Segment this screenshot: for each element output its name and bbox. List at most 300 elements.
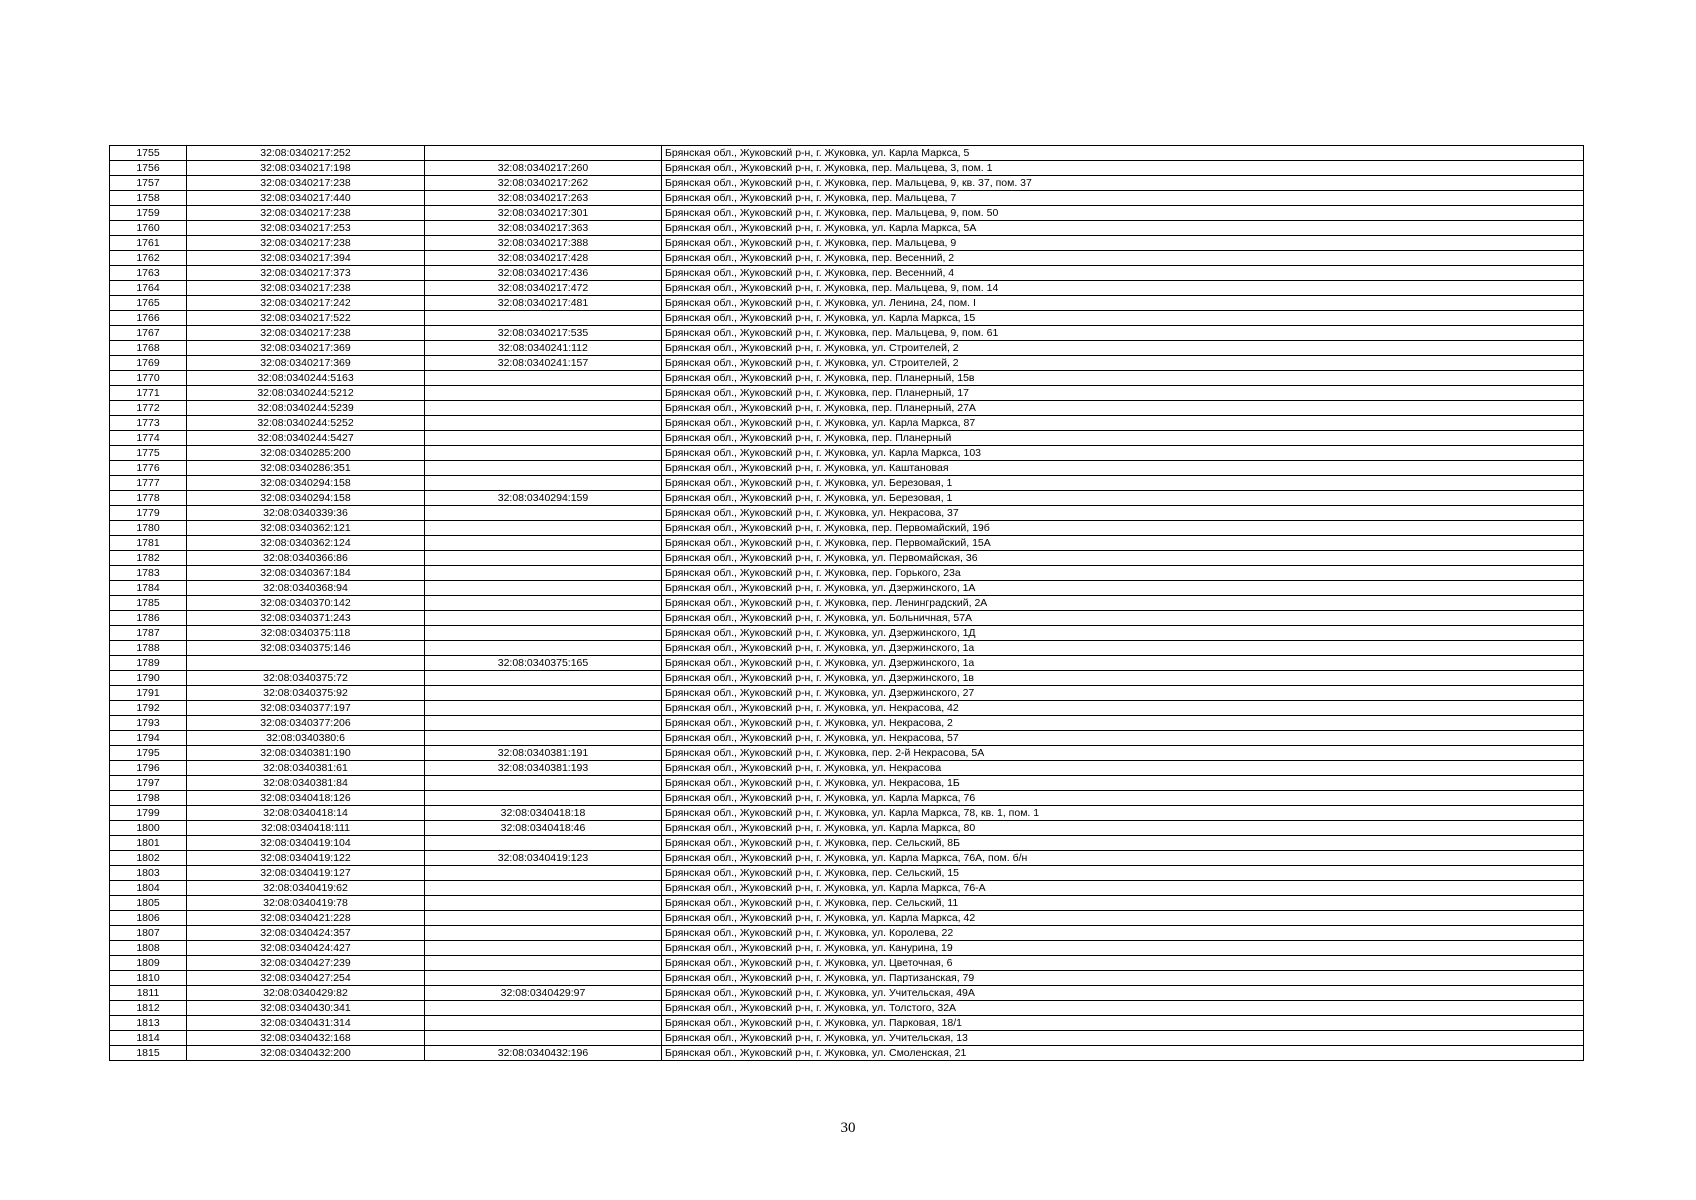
related-cadastral-number-cell: 32:08:0340217:388 bbox=[425, 236, 662, 251]
related-cadastral-number-cell bbox=[425, 641, 662, 656]
address-cell: Брянская обл., Жуковский р-н, г. Жуковка, ул. Больничная, 57А bbox=[662, 611, 1584, 626]
cadastral-number-cell: 32:08:0340381:84 bbox=[187, 776, 425, 791]
cadastral-number-cell: 32:08:0340244:5239 bbox=[187, 401, 425, 416]
address-cell: Брянская обл., Жуковский р-н, г. Жуковка, ул. Карла Маркса, 42 bbox=[662, 911, 1584, 926]
cadastral-number-cell: 32:08:0340367:184 bbox=[187, 566, 425, 581]
table-row bbox=[110, 386, 1584, 401]
table-row bbox=[110, 521, 1584, 536]
row-number-cell: 1813 bbox=[110, 1016, 187, 1031]
related-cadastral-number-cell bbox=[425, 596, 662, 611]
table-row bbox=[110, 371, 1584, 386]
table-row bbox=[110, 761, 1584, 776]
table-row bbox=[110, 356, 1584, 371]
table-row bbox=[110, 926, 1584, 941]
related-cadastral-number-cell bbox=[425, 941, 662, 956]
cadastral-number-cell: 32:08:0340370:142 bbox=[187, 596, 425, 611]
table-row bbox=[110, 326, 1584, 341]
address-cell: Брянская обл., Жуковский р-н, г. Жуковка, пер. Сельский, 8Б bbox=[662, 836, 1584, 851]
address-cell: Брянская обл., Жуковский р-н, г. Жуковка, ул. Некрасова, 37 bbox=[662, 506, 1584, 521]
cadastral-number-cell: 32:08:0340217:252 bbox=[187, 146, 425, 161]
address-cell: Брянская обл., Жуковский р-н, г. Жуковка, пер. Горького, 23а bbox=[662, 566, 1584, 581]
address-cell: Брянская обл., Жуковский р-н, г. Жуковка, пер. Сельский, 11 bbox=[662, 896, 1584, 911]
table-row bbox=[110, 401, 1584, 416]
table-row bbox=[110, 956, 1584, 971]
row-number-cell: 1794 bbox=[110, 731, 187, 746]
row-number-cell: 1785 bbox=[110, 596, 187, 611]
address-cell: Брянская обл., Жуковский р-н, г. Жуковка, ул. Партизанская, 79 bbox=[662, 971, 1584, 986]
row-number-cell: 1773 bbox=[110, 416, 187, 431]
row-number-cell: 1765 bbox=[110, 296, 187, 311]
row-number-cell: 1814 bbox=[110, 1031, 187, 1046]
cadastral-number-cell: 32:08:0340366:86 bbox=[187, 551, 425, 566]
table-row bbox=[110, 281, 1584, 296]
cadastral-number-cell: 32:08:0340432:200 bbox=[187, 1046, 425, 1061]
cadastral-number-cell: 32:08:0340424:357 bbox=[187, 926, 425, 941]
row-number-cell: 1760 bbox=[110, 221, 187, 236]
address-cell: Брянская обл., Жуковский р-н, г. Жуковка, ул. Некрасова, 42 bbox=[662, 701, 1584, 716]
cadastral-number-cell: 32:08:0340244:5212 bbox=[187, 386, 425, 401]
table-row bbox=[110, 746, 1584, 761]
address-cell: Брянская обл., Жуковский р-н, г. Жуковка, ул. Смоленская, 21 bbox=[662, 1046, 1584, 1061]
cadastral-number-cell: 32:08:0340294:158 bbox=[187, 491, 425, 506]
related-cadastral-number-cell: 32:08:0340217:263 bbox=[425, 191, 662, 206]
address-cell: Брянская обл., Жуковский р-н, г. Жуковка, ул. Дзержинского, 27 bbox=[662, 686, 1584, 701]
row-number-cell: 1775 bbox=[110, 446, 187, 461]
property-table-body bbox=[110, 146, 1584, 1061]
related-cadastral-number-cell: 32:08:0340381:193 bbox=[425, 761, 662, 776]
related-cadastral-number-cell: 32:08:0340294:159 bbox=[425, 491, 662, 506]
table-row bbox=[110, 206, 1584, 221]
cadastral-number-cell: 32:08:0340368:94 bbox=[187, 581, 425, 596]
cadastral-number-cell: 32:08:0340339:36 bbox=[187, 506, 425, 521]
row-number-cell: 1781 bbox=[110, 536, 187, 551]
address-cell: Брянская обл., Жуковский р-н, г. Жуковка, ул. Цветочная, 6 bbox=[662, 956, 1584, 971]
row-number-cell: 1767 bbox=[110, 326, 187, 341]
cadastral-number-cell: 32:08:0340427:254 bbox=[187, 971, 425, 986]
related-cadastral-number-cell: 32:08:0340241:157 bbox=[425, 356, 662, 371]
related-cadastral-number-cell bbox=[425, 731, 662, 746]
row-number-cell: 1797 bbox=[110, 776, 187, 791]
related-cadastral-number-cell: 32:08:0340375:165 bbox=[425, 656, 662, 671]
row-number-cell: 1770 bbox=[110, 371, 187, 386]
cadastral-number-cell: 32:08:0340419:62 bbox=[187, 881, 425, 896]
related-cadastral-number-cell: 32:08:0340432:196 bbox=[425, 1046, 662, 1061]
table-row bbox=[110, 251, 1584, 266]
table-row bbox=[110, 881, 1584, 896]
related-cadastral-number-cell bbox=[425, 791, 662, 806]
table-row bbox=[110, 626, 1584, 641]
cadastral-number-cell: 32:08:0340419:104 bbox=[187, 836, 425, 851]
row-number-cell: 1758 bbox=[110, 191, 187, 206]
cadastral-number-cell: 32:08:0340424:427 bbox=[187, 941, 425, 956]
row-number-cell: 1792 bbox=[110, 701, 187, 716]
address-cell: Брянская обл., Жуковский р-н, г. Жуковка, ул. Дзержинского, 1а bbox=[662, 656, 1584, 671]
row-number-cell: 1764 bbox=[110, 281, 187, 296]
cadastral-number-cell: 32:08:0340418:126 bbox=[187, 791, 425, 806]
row-number-cell: 1766 bbox=[110, 311, 187, 326]
row-number-cell: 1804 bbox=[110, 881, 187, 896]
related-cadastral-number-cell: 32:08:0340217:301 bbox=[425, 206, 662, 221]
address-cell: Брянская обл., Жуковский р-н, г. Жуковка, ул. Дзержинского, 1в bbox=[662, 671, 1584, 686]
related-cadastral-number-cell: 32:08:0340241:112 bbox=[425, 341, 662, 356]
related-cadastral-number-cell bbox=[425, 776, 662, 791]
row-number-cell: 1809 bbox=[110, 956, 187, 971]
cadastral-number-cell: 32:08:0340421:228 bbox=[187, 911, 425, 926]
row-number-cell: 1791 bbox=[110, 686, 187, 701]
cadastral-number-cell: 32:08:0340427:239 bbox=[187, 956, 425, 971]
cadastral-number-cell: 32:08:0340244:5252 bbox=[187, 416, 425, 431]
table-row bbox=[110, 341, 1584, 356]
address-cell: Брянская обл., Жуковский р-н, г. Жуковка, ул. Карла Маркса, 80 bbox=[662, 821, 1584, 836]
row-number-cell: 1757 bbox=[110, 176, 187, 191]
address-cell: Брянская обл., Жуковский р-н, г. Жуковка, ул. Парковая, 18/1 bbox=[662, 1016, 1584, 1031]
row-number-cell: 1772 bbox=[110, 401, 187, 416]
row-number-cell: 1762 bbox=[110, 251, 187, 266]
table-row bbox=[110, 941, 1584, 956]
related-cadastral-number-cell: 32:08:0340217:472 bbox=[425, 281, 662, 296]
related-cadastral-number-cell bbox=[425, 926, 662, 941]
cadastral-number-cell: 32:08:0340217:440 bbox=[187, 191, 425, 206]
row-number-cell: 1807 bbox=[110, 926, 187, 941]
row-number-cell: 1790 bbox=[110, 671, 187, 686]
table-row bbox=[110, 416, 1584, 431]
row-number-cell: 1759 bbox=[110, 206, 187, 221]
address-cell: Брянская обл., Жуковский р-н, г. Жуковка, ул. Карла Маркса, 78, кв. 1, пом. 1 bbox=[662, 806, 1584, 821]
related-cadastral-number-cell bbox=[425, 956, 662, 971]
related-cadastral-number-cell bbox=[425, 371, 662, 386]
cadastral-number-cell: 32:08:0340285:200 bbox=[187, 446, 425, 461]
row-number-cell: 1798 bbox=[110, 791, 187, 806]
row-number-cell: 1782 bbox=[110, 551, 187, 566]
related-cadastral-number-cell bbox=[425, 386, 662, 401]
cadastral-number-cell: 32:08:0340362:124 bbox=[187, 536, 425, 551]
row-number-cell: 1771 bbox=[110, 386, 187, 401]
row-number-cell: 1787 bbox=[110, 626, 187, 641]
table-row bbox=[110, 311, 1584, 326]
address-cell: Брянская обл., Жуковский р-н, г. Жуковка, ул. Первомайская, 36 bbox=[662, 551, 1584, 566]
row-number-cell: 1812 bbox=[110, 1001, 187, 1016]
address-cell: Брянская обл., Жуковский р-н, г. Жуковка, ул. Строителей, 2 bbox=[662, 341, 1584, 356]
address-cell: Брянская обл., Жуковский р-н, г. Жуковка, ул. Канурина, 19 bbox=[662, 941, 1584, 956]
row-number-cell: 1788 bbox=[110, 641, 187, 656]
address-cell: Брянская обл., Жуковский р-н, г. Жуковка, ул. Некрасова, 2 bbox=[662, 716, 1584, 731]
cadastral-number-cell: 32:08:0340418:111 bbox=[187, 821, 425, 836]
address-cell: Брянская обл., Жуковский р-н, г. Жуковка, ул. Ленина, 24, пом. I bbox=[662, 296, 1584, 311]
address-cell: Брянская обл., Жуковский р-н, г. Жуковка, пер. Мальцева, 9, пом. 61 bbox=[662, 326, 1584, 341]
cadastral-number-cell: 32:08:0340375:146 bbox=[187, 641, 425, 656]
related-cadastral-number-cell: 32:08:0340217:481 bbox=[425, 296, 662, 311]
table-row bbox=[110, 611, 1584, 626]
address-cell: Брянская обл., Жуковский р-н, г. Жуковка, ул. Каштановая bbox=[662, 461, 1584, 476]
table-row bbox=[110, 851, 1584, 866]
address-cell: Брянская обл., Жуковский р-н, г. Жуковка, пер. Мальцева, 9 bbox=[662, 236, 1584, 251]
address-cell: Брянская обл., Жуковский р-н, г. Жуковка, ул. Березовая, 1 bbox=[662, 476, 1584, 491]
table-row bbox=[110, 596, 1584, 611]
address-cell: Брянская обл., Жуковский р-н, г. Жуковка, пер. 2-й Некрасова, 5А bbox=[662, 746, 1584, 761]
address-cell: Брянская обл., Жуковский р-н, г. Жуковка, ул. Некрасова bbox=[662, 761, 1584, 776]
related-cadastral-number-cell bbox=[425, 146, 662, 161]
table-row bbox=[110, 266, 1584, 281]
row-number-cell: 1801 bbox=[110, 836, 187, 851]
table-row bbox=[110, 986, 1584, 1001]
cadastral-number-cell: 32:08:0340217:369 bbox=[187, 341, 425, 356]
address-cell: Брянская обл., Жуковский р-н, г. Жуковка, пер. Планерный, 15в bbox=[662, 371, 1584, 386]
table-row bbox=[110, 1046, 1584, 1061]
table-row bbox=[110, 296, 1584, 311]
row-number-cell: 1784 bbox=[110, 581, 187, 596]
related-cadastral-number-cell bbox=[425, 626, 662, 641]
table-row bbox=[110, 191, 1584, 206]
address-cell: Брянская обл., Жуковский р-н, г. Жуковка, ул. Карла Маркса, 76А, пом. б/н bbox=[662, 851, 1584, 866]
address-cell: Брянская обл., Жуковский р-н, г. Жуковка, пер. Первомайский, 19б bbox=[662, 521, 1584, 536]
row-number-cell: 1811 bbox=[110, 986, 187, 1001]
cadastral-number-cell: 32:08:0340217:238 bbox=[187, 176, 425, 191]
address-cell: Брянская обл., Жуковский р-н, г. Жуковка, ул. Карла Маркса, 5 bbox=[662, 146, 1584, 161]
table-row bbox=[110, 176, 1584, 191]
row-number-cell: 1799 bbox=[110, 806, 187, 821]
table-row bbox=[110, 236, 1584, 251]
related-cadastral-number-cell bbox=[425, 671, 662, 686]
row-number-cell: 1786 bbox=[110, 611, 187, 626]
row-number-cell: 1808 bbox=[110, 941, 187, 956]
related-cadastral-number-cell bbox=[425, 611, 662, 626]
cadastral-number-cell: 32:08:0340217:238 bbox=[187, 326, 425, 341]
table-row bbox=[110, 791, 1584, 806]
address-cell: Брянская обл., Жуковский р-н, г. Жуковка, ул. Учительская, 13 bbox=[662, 1031, 1584, 1046]
cadastral-number-cell: 32:08:0340362:121 bbox=[187, 521, 425, 536]
related-cadastral-number-cell: 32:08:0340217:260 bbox=[425, 161, 662, 176]
related-cadastral-number-cell: 32:08:0340419:123 bbox=[425, 851, 662, 866]
address-cell: Брянская обл., Жуковский р-н, г. Жуковка, пер. Мальцева, 3, пом. 1 bbox=[662, 161, 1584, 176]
table-row bbox=[110, 221, 1584, 236]
cadastral-number-cell: 32:08:0340217:242 bbox=[187, 296, 425, 311]
address-cell: Брянская обл., Жуковский р-н, г. Жуковка, пер. Мальцева, 9, кв. 37, пом. 37 bbox=[662, 176, 1584, 191]
related-cadastral-number-cell bbox=[425, 866, 662, 881]
row-number-cell: 1756 bbox=[110, 161, 187, 176]
cadastral-number-cell: 32:08:0340419:127 bbox=[187, 866, 425, 881]
address-cell: Брянская обл., Жуковский р-н, г. Жуковка, пер. Сельский, 15 bbox=[662, 866, 1584, 881]
related-cadastral-number-cell: 32:08:0340381:191 bbox=[425, 746, 662, 761]
row-number-cell: 1780 bbox=[110, 521, 187, 536]
cadastral-number-cell: 32:08:0340217:198 bbox=[187, 161, 425, 176]
table-row bbox=[110, 896, 1584, 911]
address-cell: Брянская обл., Жуковский р-н, г. Жуковка, пер. Планерный, 17 bbox=[662, 386, 1584, 401]
cadastral-number-cell: 32:08:0340419:78 bbox=[187, 896, 425, 911]
table-row bbox=[110, 686, 1584, 701]
row-number-cell: 1806 bbox=[110, 911, 187, 926]
table-row bbox=[110, 1016, 1584, 1031]
related-cadastral-number-cell bbox=[425, 566, 662, 581]
table-row bbox=[110, 506, 1584, 521]
row-number-cell: 1755 bbox=[110, 146, 187, 161]
related-cadastral-number-cell: 32:08:0340217:262 bbox=[425, 176, 662, 191]
related-cadastral-number-cell bbox=[425, 476, 662, 491]
address-cell: Брянская обл., Жуковский р-н, г. Жуковка, ул. Толстого, 32А bbox=[662, 1001, 1584, 1016]
table-row bbox=[110, 701, 1584, 716]
cadastral-number-cell: 32:08:0340432:168 bbox=[187, 1031, 425, 1046]
cadastral-number-cell: 32:08:0340217:253 bbox=[187, 221, 425, 236]
related-cadastral-number-cell: 32:08:0340418:18 bbox=[425, 806, 662, 821]
table-row bbox=[110, 656, 1584, 671]
row-number-cell: 1803 bbox=[110, 866, 187, 881]
related-cadastral-number-cell bbox=[425, 401, 662, 416]
address-cell: Брянская обл., Жуковский р-н, г. Жуковка, ул. Дзержинского, 1А bbox=[662, 581, 1584, 596]
cadastral-number-cell: 32:08:0340375:72 bbox=[187, 671, 425, 686]
table-row bbox=[110, 161, 1584, 176]
row-number-cell: 1777 bbox=[110, 476, 187, 491]
cadastral-number-cell: 32:08:0340217:369 bbox=[187, 356, 425, 371]
table-row bbox=[110, 581, 1584, 596]
row-number-cell: 1774 bbox=[110, 431, 187, 446]
page-number: 30 bbox=[840, 1120, 856, 1136]
cadastral-number-cell: 32:08:0340430:341 bbox=[187, 1001, 425, 1016]
row-number-cell: 1795 bbox=[110, 746, 187, 761]
related-cadastral-number-cell bbox=[425, 551, 662, 566]
related-cadastral-number-cell bbox=[425, 581, 662, 596]
cadastral-number-cell: 32:08:0340429:82 bbox=[187, 986, 425, 1001]
row-number-cell: 1763 bbox=[110, 266, 187, 281]
cadastral-number-cell: 32:08:0340244:5163 bbox=[187, 371, 425, 386]
address-cell: Брянская обл., Жуковский р-н, г. Жуковка, ул. Карла Маркса, 103 bbox=[662, 446, 1584, 461]
table-row bbox=[110, 536, 1584, 551]
cadastral-number-cell: 32:08:0340217:522 bbox=[187, 311, 425, 326]
related-cadastral-number-cell bbox=[425, 461, 662, 476]
table-row bbox=[110, 731, 1584, 746]
cadastral-number-cell: 32:08:0340375:118 bbox=[187, 626, 425, 641]
cadastral-number-cell: 32:08:0340377:206 bbox=[187, 716, 425, 731]
related-cadastral-number-cell: 32:08:0340217:363 bbox=[425, 221, 662, 236]
cadastral-number-cell: 32:08:0340381:190 bbox=[187, 746, 425, 761]
row-number-cell: 1805 bbox=[110, 896, 187, 911]
related-cadastral-number-cell bbox=[425, 506, 662, 521]
address-cell: Брянская обл., Жуковский р-н, г. Жуковка, ул. Карла Маркса, 76-А bbox=[662, 881, 1584, 896]
table-row bbox=[110, 491, 1584, 506]
related-cadastral-number-cell bbox=[425, 431, 662, 446]
row-number-cell: 1793 bbox=[110, 716, 187, 731]
table-row bbox=[110, 971, 1584, 986]
table-row bbox=[110, 446, 1584, 461]
address-cell: Брянская обл., Жуковский р-н, г. Жуковка, ул. Карла Маркса, 76 bbox=[662, 791, 1584, 806]
related-cadastral-number-cell bbox=[425, 1001, 662, 1016]
address-cell: Брянская обл., Жуковский р-н, г. Жуковка, пер. Весенний, 4 bbox=[662, 266, 1584, 281]
address-cell: Брянская обл., Жуковский р-н, г. Жуковка, пер. Мальцева, 9, пом. 50 bbox=[662, 206, 1584, 221]
table-row bbox=[110, 566, 1584, 581]
address-cell: Брянская обл., Жуковский р-н, г. Жуковка, пер. Мальцева, 7 bbox=[662, 191, 1584, 206]
cadastral-number-cell: 32:08:0340217:238 bbox=[187, 206, 425, 221]
address-cell: Брянская обл., Жуковский р-н, г. Жуковка, ул. Строителей, 2 bbox=[662, 356, 1584, 371]
address-cell: Брянская обл., Жуковский р-н, г. Жуковка, пер. Весенний, 2 bbox=[662, 251, 1584, 266]
row-number-cell: 1783 bbox=[110, 566, 187, 581]
related-cadastral-number-cell bbox=[425, 911, 662, 926]
cadastral-number-cell: 32:08:0340431:314 bbox=[187, 1016, 425, 1031]
row-number-cell: 1810 bbox=[110, 971, 187, 986]
row-number-cell: 1796 bbox=[110, 761, 187, 776]
related-cadastral-number-cell bbox=[425, 536, 662, 551]
cadastral-number-cell: 32:08:0340419:122 bbox=[187, 851, 425, 866]
row-number-cell: 1802 bbox=[110, 851, 187, 866]
row-number-cell: 1800 bbox=[110, 821, 187, 836]
row-number-cell: 1789 bbox=[110, 656, 187, 671]
cadastral-number-cell: 32:08:0340217:238 bbox=[187, 281, 425, 296]
table-row bbox=[110, 911, 1584, 926]
address-cell: Брянская обл., Жуковский р-н, г. Жуковка, пер. Первомайский, 15А bbox=[662, 536, 1584, 551]
cadastral-number-cell: 32:08:0340371:243 bbox=[187, 611, 425, 626]
table-row bbox=[110, 716, 1584, 731]
address-cell: Брянская обл., Жуковский р-н, г. Жуковка, ул. Березовая, 1 bbox=[662, 491, 1584, 506]
table-row bbox=[110, 1031, 1584, 1046]
table-row bbox=[110, 806, 1584, 821]
related-cadastral-number-cell: 32:08:0340217:436 bbox=[425, 266, 662, 281]
cadastral-number-cell: 32:08:0340381:61 bbox=[187, 761, 425, 776]
table-row bbox=[110, 821, 1584, 836]
related-cadastral-number-cell bbox=[425, 521, 662, 536]
table-row bbox=[110, 866, 1584, 881]
related-cadastral-number-cell bbox=[425, 311, 662, 326]
cadastral-number-cell bbox=[187, 656, 425, 671]
table-row bbox=[110, 551, 1584, 566]
property-table bbox=[109, 145, 1584, 1061]
address-cell: Брянская обл., Жуковский р-н, г. Жуковка, ул. Дзержинского, 1а bbox=[662, 641, 1584, 656]
related-cadastral-number-cell bbox=[425, 701, 662, 716]
related-cadastral-number-cell bbox=[425, 881, 662, 896]
cadastral-number-cell: 32:08:0340244:5427 bbox=[187, 431, 425, 446]
address-cell: Брянская обл., Жуковский р-н, г. Жуковка, ул. Карла Маркса, 5А bbox=[662, 221, 1584, 236]
table-row bbox=[110, 1001, 1584, 1016]
address-cell: Брянская обл., Жуковский р-н, г. Жуковка, пер. Ленинградский, 2А bbox=[662, 596, 1584, 611]
related-cadastral-number-cell bbox=[425, 716, 662, 731]
cadastral-number-cell: 32:08:0340217:373 bbox=[187, 266, 425, 281]
address-cell: Брянская обл., Жуковский р-н, г. Жуковка, пер. Планерный bbox=[662, 431, 1584, 446]
related-cadastral-number-cell bbox=[425, 896, 662, 911]
row-number-cell: 1779 bbox=[110, 506, 187, 521]
related-cadastral-number-cell bbox=[425, 836, 662, 851]
related-cadastral-number-cell bbox=[425, 416, 662, 431]
related-cadastral-number-cell bbox=[425, 686, 662, 701]
cadastral-number-cell: 32:08:0340375:92 bbox=[187, 686, 425, 701]
table-row bbox=[110, 641, 1584, 656]
address-cell: Брянская обл., Жуковский р-н, г. Жуковка, пер. Мальцева, 9, пом. 14 bbox=[662, 281, 1584, 296]
table-row bbox=[110, 461, 1584, 476]
related-cadastral-number-cell: 32:08:0340217:428 bbox=[425, 251, 662, 266]
row-number-cell: 1768 bbox=[110, 341, 187, 356]
address-cell: Брянская обл., Жуковский р-н, г. Жуковка, пер. Планерный, 27А bbox=[662, 401, 1584, 416]
related-cadastral-number-cell bbox=[425, 1031, 662, 1046]
related-cadastral-number-cell: 32:08:0340217:535 bbox=[425, 326, 662, 341]
row-number-cell: 1778 bbox=[110, 491, 187, 506]
table-row bbox=[110, 476, 1584, 491]
related-cadastral-number-cell: 32:08:0340429:97 bbox=[425, 986, 662, 1001]
cadastral-number-cell: 32:08:0340418:14 bbox=[187, 806, 425, 821]
row-number-cell: 1776 bbox=[110, 461, 187, 476]
row-number-cell: 1769 bbox=[110, 356, 187, 371]
table-row bbox=[110, 146, 1584, 161]
related-cadastral-number-cell bbox=[425, 446, 662, 461]
address-cell: Брянская обл., Жуковский р-н, г. Жуковка, ул. Некрасова, 57 bbox=[662, 731, 1584, 746]
related-cadastral-number-cell bbox=[425, 971, 662, 986]
address-cell: Брянская обл., Жуковский р-н, г. Жуковка, ул. Карла Маркса, 87 bbox=[662, 416, 1584, 431]
row-number-cell: 1815 bbox=[110, 1046, 187, 1061]
address-cell: Брянская обл., Жуковский р-н, г. Жуковка, ул. Учительская, 49А bbox=[662, 986, 1584, 1001]
address-cell: Брянская обл., Жуковский р-н, г. Жуковка, ул. Некрасова, 1Б bbox=[662, 776, 1584, 791]
address-cell: Брянская обл., Жуковский р-н, г. Жуковка, ул. Дзержинского, 1Д bbox=[662, 626, 1584, 641]
cadastral-number-cell: 32:08:0340286:351 bbox=[187, 461, 425, 476]
cadastral-number-cell: 32:08:0340377:197 bbox=[187, 701, 425, 716]
address-cell: Брянская обл., Жуковский р-н, г. Жуковка, ул. Королева, 22 bbox=[662, 926, 1584, 941]
table-row bbox=[110, 431, 1584, 446]
table-row bbox=[110, 671, 1584, 686]
cadastral-number-cell: 32:08:0340380:6 bbox=[187, 731, 425, 746]
cadastral-number-cell: 32:08:0340217:238 bbox=[187, 236, 425, 251]
